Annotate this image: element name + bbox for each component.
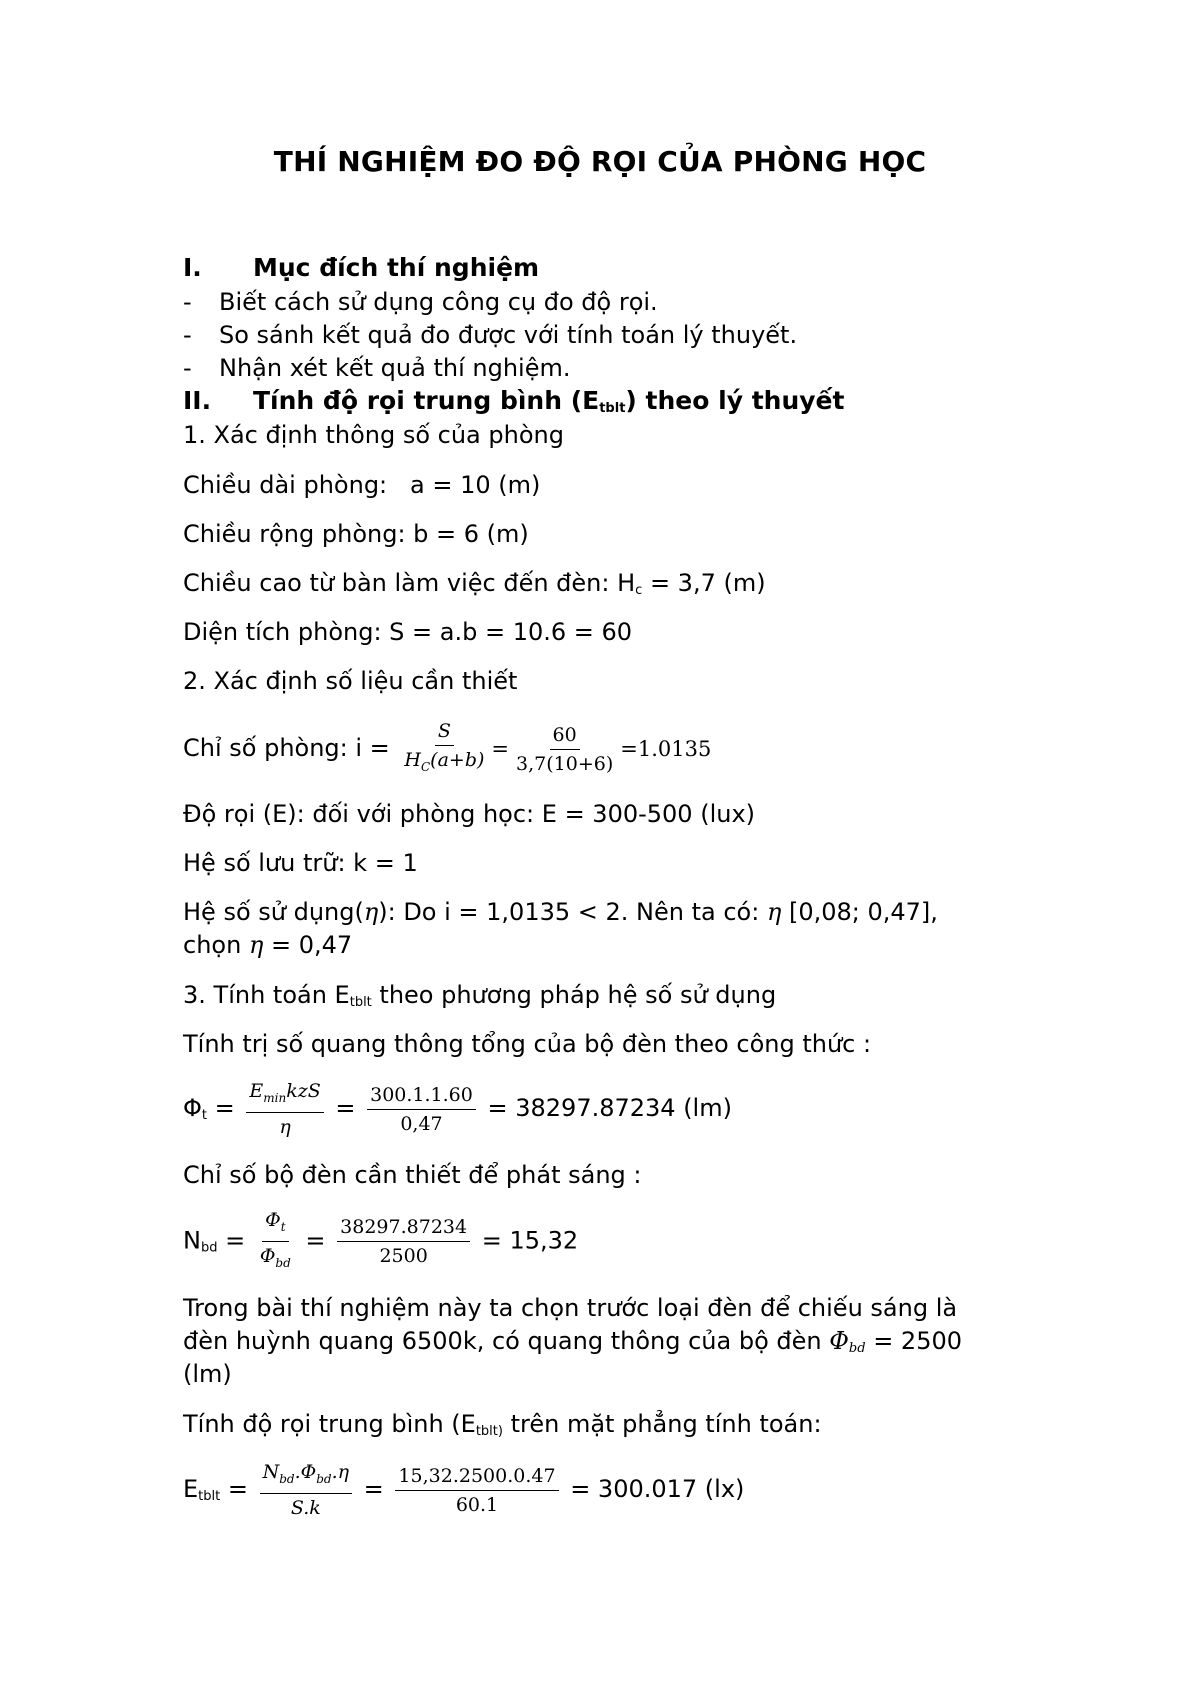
room-index-equals: = xyxy=(491,737,510,761)
lamp-description-line-3: (lm) xyxy=(183,1360,232,1388)
utilization-choice: chọn η = 0,47 xyxy=(183,931,353,959)
average-illuminance-fraction-values xyxy=(395,1464,558,1517)
average-illuminance-fraction xyxy=(260,1460,352,1520)
flux-intro: Tính trị số quang thông tổng của bộ đèn theo công thức : xyxy=(183,1030,872,1058)
section-2-number: II. xyxy=(183,386,212,415)
room-index-fraction xyxy=(401,719,487,779)
illuminance-requirement: Độ rọi (E): đối với phòng học: E = 300-500 (lux) xyxy=(183,800,756,828)
room-index-fraction-values xyxy=(513,723,616,776)
lamp-count-result: = 15,32 xyxy=(474,1226,579,1255)
eta-symbol: η xyxy=(363,898,379,926)
room-index-numerator: S xyxy=(435,719,454,746)
room-height-post: = 3,7 (m) xyxy=(642,569,766,597)
flux-numerator: $E_{min}kzS$ xyxy=(246,1079,323,1113)
lamp-count-fraction-values xyxy=(337,1215,470,1268)
lamp-count-numerator: $\Phi_t$ xyxy=(262,1208,288,1242)
room-height-pre: Chiều cao từ bàn làm việc đến đèn: H xyxy=(183,569,636,597)
eta-symbol: η xyxy=(248,931,264,959)
room-index-numerator-value: 60 xyxy=(550,723,580,750)
document-title: THÍ NGHIỆM ĐO ĐỘ RỌI CỦA PHÒNG HỌC xyxy=(273,145,927,178)
average-illuminance-formula: $E_{tblt}$ = $\frac{N_{bd}.\Phi_{bd}.\eta}{S.k}$ = $\frac{15,32.2500.0.47}{60.1}$ = 300.017 (lx) xyxy=(183,1461,745,1519)
average-illuminance-numerator-value: 15,32.2500.0.47 xyxy=(395,1464,558,1491)
lamp-count-denominator: $\Phi_{bd}$ xyxy=(259,1244,291,1270)
lamp-count-fraction xyxy=(257,1208,294,1275)
lamp-count-intro: Chỉ số bộ đèn cần thiết để phát sáng : xyxy=(183,1161,642,1189)
flux-fraction-values xyxy=(367,1083,476,1136)
flux-fraction xyxy=(246,1079,323,1139)
average-illuminance-result: = 300.017 (lx) xyxy=(562,1475,745,1503)
room-index-denominator: $H_C(a+b)$ xyxy=(404,749,485,774)
section-2-title-pre: Tính độ rọi trung bình (E xyxy=(253,386,600,415)
eta-symbol: η xyxy=(766,898,782,926)
bullet-item xyxy=(183,353,570,383)
average-illuminance-intro: Tính độ rọi trung bình ($E_{tblt)}$ trên mặt phẳng tính toán: xyxy=(183,1410,822,1439)
room-index-result: =1.0135 xyxy=(620,737,712,761)
flux-denominator: η xyxy=(279,1115,291,1138)
bullet-text: So sánh kết quả đo được với tính toán lý thuyết. xyxy=(219,321,798,349)
maintenance-factor: Hệ số lưu trữ: k = 1 xyxy=(183,849,418,877)
bullet-text: Nhận xét kết quả thí nghiệm. xyxy=(219,354,571,382)
bullet-text: Biết cách sử dụng công cụ đo độ rọi. xyxy=(219,288,658,316)
part-3-heading: 3. Tính toán $E_{tblt}$ theo phương pháp hệ số sử dụng xyxy=(183,981,777,1010)
average-illuminance-denominator: S.k xyxy=(290,1496,321,1519)
lamp-count-denominator-value: 2500 xyxy=(379,1244,428,1267)
bullet-item xyxy=(183,287,658,317)
average-illuminance-denominator-value: 60.1 xyxy=(455,1493,499,1516)
section-1-title: Mục đích thí nghiệm xyxy=(253,253,540,282)
room-index-denominator-value: 3,7(10+6) xyxy=(516,752,614,775)
bullet-dash: - xyxy=(183,288,192,316)
section-1-number: I. xyxy=(183,253,202,282)
total-flux-formula: $\Phi_t$ = $\frac{E_{min}kzS}{\eta}$ = $\frac{300.1.1.60}{0,47}$ = 38297.87234 (lm) xyxy=(183,1080,732,1138)
section-1-heading xyxy=(183,253,539,283)
room-width: Chiều rộng phòng: b = 6 (m) xyxy=(183,520,529,548)
bullet-dash: - xyxy=(183,321,192,349)
section-2-title-post: ) theo lý thuyết xyxy=(625,386,845,415)
room-length: Chiều dài phòng: a = 10 (m) xyxy=(183,471,541,499)
room-height-sub: c xyxy=(635,583,643,598)
section-2-heading xyxy=(183,386,844,424)
bullet-item xyxy=(183,320,797,350)
flux-denominator-value: 0,47 xyxy=(400,1112,443,1135)
lamp-description-line-2: đèn huỳnh quang 6500k, có quang thông của bộ đèn $\Phi_{bd} = 2500$ xyxy=(183,1327,963,1356)
lamp-count-formula: $N_{bd}$ = $\frac{\Phi_t}{\Phi_{bd}}$ = $\frac{38297.87234}{2500}$ = 15,32 xyxy=(183,1208,578,1278)
utilization-factor: Hệ số sử dụng(η): Do i = 1,0135 < 2. Nên ta có: η [0,08; 0,47], xyxy=(183,898,938,926)
room-area: Diện tích phòng: S = a.b = 10.6 = 60 xyxy=(183,618,633,646)
room-index-formula xyxy=(183,718,711,779)
average-illuminance-numerator: $N_{bd}.\Phi_{bd}.\eta$ xyxy=(260,1460,352,1494)
room-index-label: Chỉ số phòng: i = xyxy=(183,734,398,762)
room-height xyxy=(183,568,766,606)
part-1-heading: 1. Xác định thông số của phòng xyxy=(183,421,564,449)
section-2-title-sub: tblt xyxy=(599,401,626,416)
bullet-dash: - xyxy=(183,354,192,382)
flux-numerator-value: 300.1.1.60 xyxy=(367,1083,476,1110)
lamp-count-numerator-value: 38297.87234 xyxy=(337,1215,470,1242)
lamp-description-line-1: Trong bài thí nghiệm này ta chọn trước loại đèn để chiếu sáng là xyxy=(183,1294,958,1322)
flux-result: = 38297.87234 (lm) xyxy=(479,1094,732,1122)
part-2-heading: 2. Xác định số liệu cần thiết xyxy=(183,667,518,695)
